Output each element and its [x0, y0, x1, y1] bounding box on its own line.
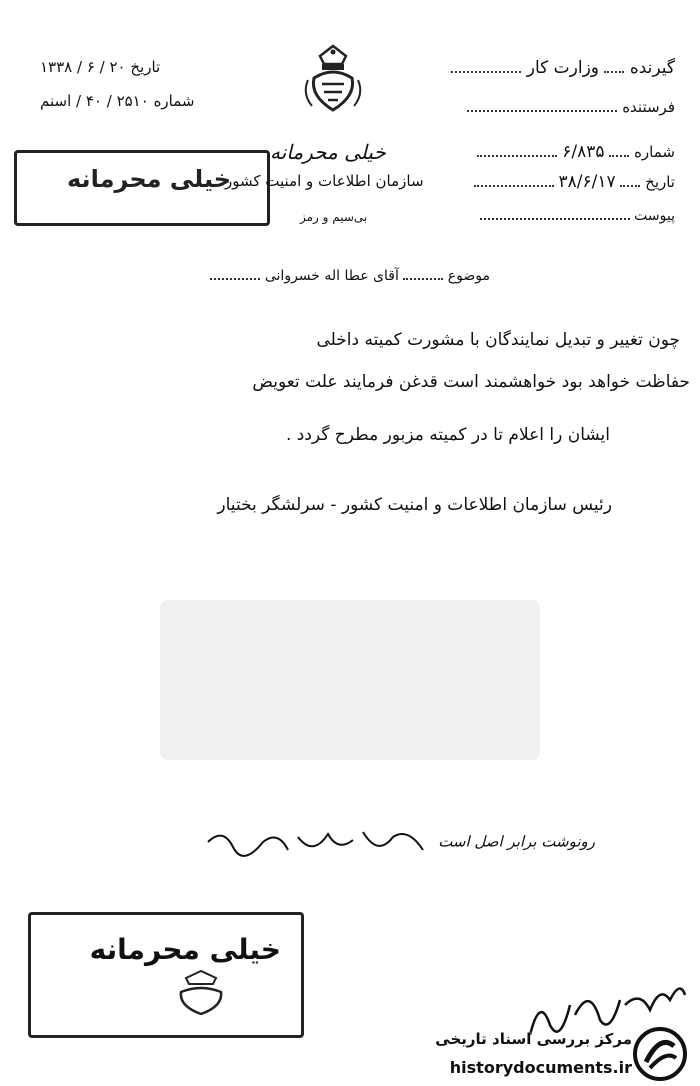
- archive-name: مرکز بررسی اسناد تاریخی: [435, 1030, 632, 1048]
- subject-row: [210, 268, 490, 284]
- organization-name: سازمان اطلاعات و امنیت کشور: [225, 172, 424, 190]
- date-row: [474, 172, 675, 192]
- recipient-row: [451, 58, 675, 78]
- signer-line: رئیس سازمان اطلاعات و امنیت کشور - سرلشگر بختیار: [217, 495, 612, 515]
- organization-subtitle: بی‌سیم و رمز: [300, 210, 368, 224]
- certification-line: [203, 822, 595, 862]
- attachment-label: پیوست: [634, 208, 675, 224]
- body-line-1: چون تغییر و تبدیل نمایندگان با مشورت کمیته داخلی: [316, 330, 680, 350]
- archive-logo-icon: [632, 1026, 688, 1082]
- stamp-emblem-icon: [171, 970, 231, 1015]
- referrer-row: [467, 98, 675, 116]
- scan-smudge: [160, 600, 540, 760]
- date-value: ۳۸/۶/۱۷: [558, 172, 616, 192]
- stamp-top-title: خیلی محرمانه: [67, 165, 232, 193]
- confidential-heading: خیلی محرمانه: [270, 140, 386, 164]
- body-line-2: حفاظت خواهد بود خواهشمند است قدغن فرمایند علت تعویض: [252, 372, 690, 392]
- attachment-row: [480, 208, 675, 224]
- subject-value: آقای عطا اله خسروانی: [264, 268, 399, 284]
- number-row: [477, 142, 675, 162]
- crown-emblem-icon: [302, 44, 364, 114]
- handwritten-signature-icon: [203, 822, 433, 862]
- referrer-label: فرستنده: [622, 98, 675, 116]
- stamp-bottom-title: خیلی محرمانه: [89, 933, 281, 966]
- number-value: ۶/۸۳۵: [562, 142, 605, 162]
- recipient-value: وزارت کار: [526, 58, 600, 78]
- number-label: شماره: [634, 143, 675, 161]
- subject-label: موضوع: [447, 268, 490, 284]
- left-date: تاریخ ۲۰ / ۶ / ۱۳۳۸: [40, 58, 161, 76]
- certification-text: رونوشت برابر اصل است: [438, 832, 595, 851]
- archive-url: historydocuments.ir: [449, 1058, 632, 1077]
- confidential-stamp-bottom: [28, 912, 304, 1038]
- date-label: تاریخ: [645, 173, 675, 191]
- left-number: شماره ۲۵۱۰ / ۴۰ / اسنم: [40, 92, 195, 110]
- recipient-label: گیرنده: [629, 58, 675, 78]
- body-line-3: ایشان را اعلام تا در کمیته مزبور مطرح گردد .: [285, 425, 610, 445]
